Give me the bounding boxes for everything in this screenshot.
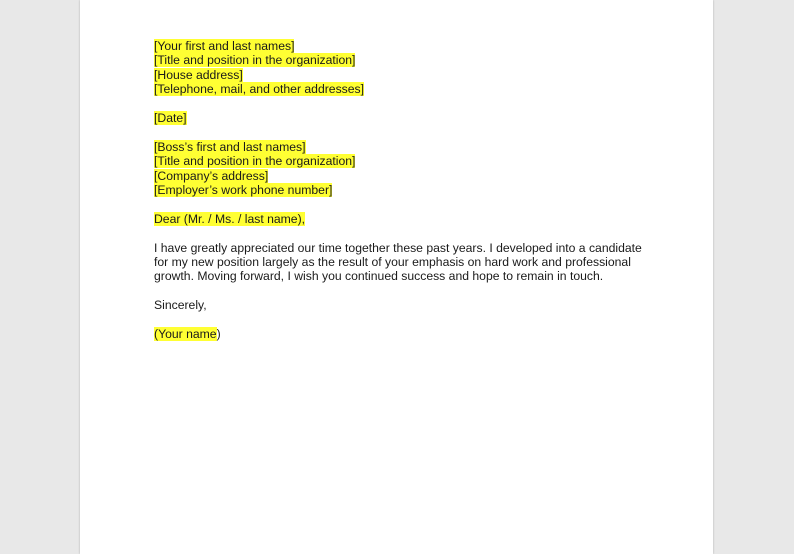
signature-block bbox=[154, 327, 644, 341]
letter-date: [Date] bbox=[154, 111, 187, 126]
signature-open-paren: ( bbox=[154, 327, 159, 342]
closing: Sincerely, bbox=[154, 298, 207, 313]
recipient-title: [Title and position in the organization] bbox=[154, 154, 356, 169]
closing-block bbox=[154, 298, 644, 312]
letter-content bbox=[154, 39, 644, 341]
salutation: Dear (Mr. / Ms. / last name), bbox=[154, 211, 306, 226]
date-block bbox=[154, 111, 644, 125]
sender-contacts: [Telephone, mail, and other addresses] bbox=[154, 82, 365, 97]
sender-title: [Title and position in the organization] bbox=[154, 53, 356, 68]
signature-close-paren: ) bbox=[216, 327, 221, 342]
recipient-company-address: [Company’s address] bbox=[154, 168, 269, 183]
recipient-phone: [Employer’s work phone number] bbox=[154, 183, 333, 198]
recipient-block bbox=[154, 140, 644, 198]
sender-address: [House address] bbox=[154, 67, 243, 82]
recipient-name: [Boss’s first and last names] bbox=[154, 139, 306, 154]
document-page bbox=[80, 0, 713, 554]
sender-name: [Your first and last names] bbox=[154, 39, 295, 53]
salutation-block bbox=[154, 212, 644, 226]
sender-block bbox=[154, 39, 644, 97]
body-paragraph: I have greatly appreciated our time together these past years. I developed into a candidate for my new position largely as the result of your emphasis on hard work and professional growth. Moving forward, I wish you continued success and hope to remain in touch. bbox=[154, 240, 642, 284]
signature-name: Your name bbox=[158, 327, 217, 342]
